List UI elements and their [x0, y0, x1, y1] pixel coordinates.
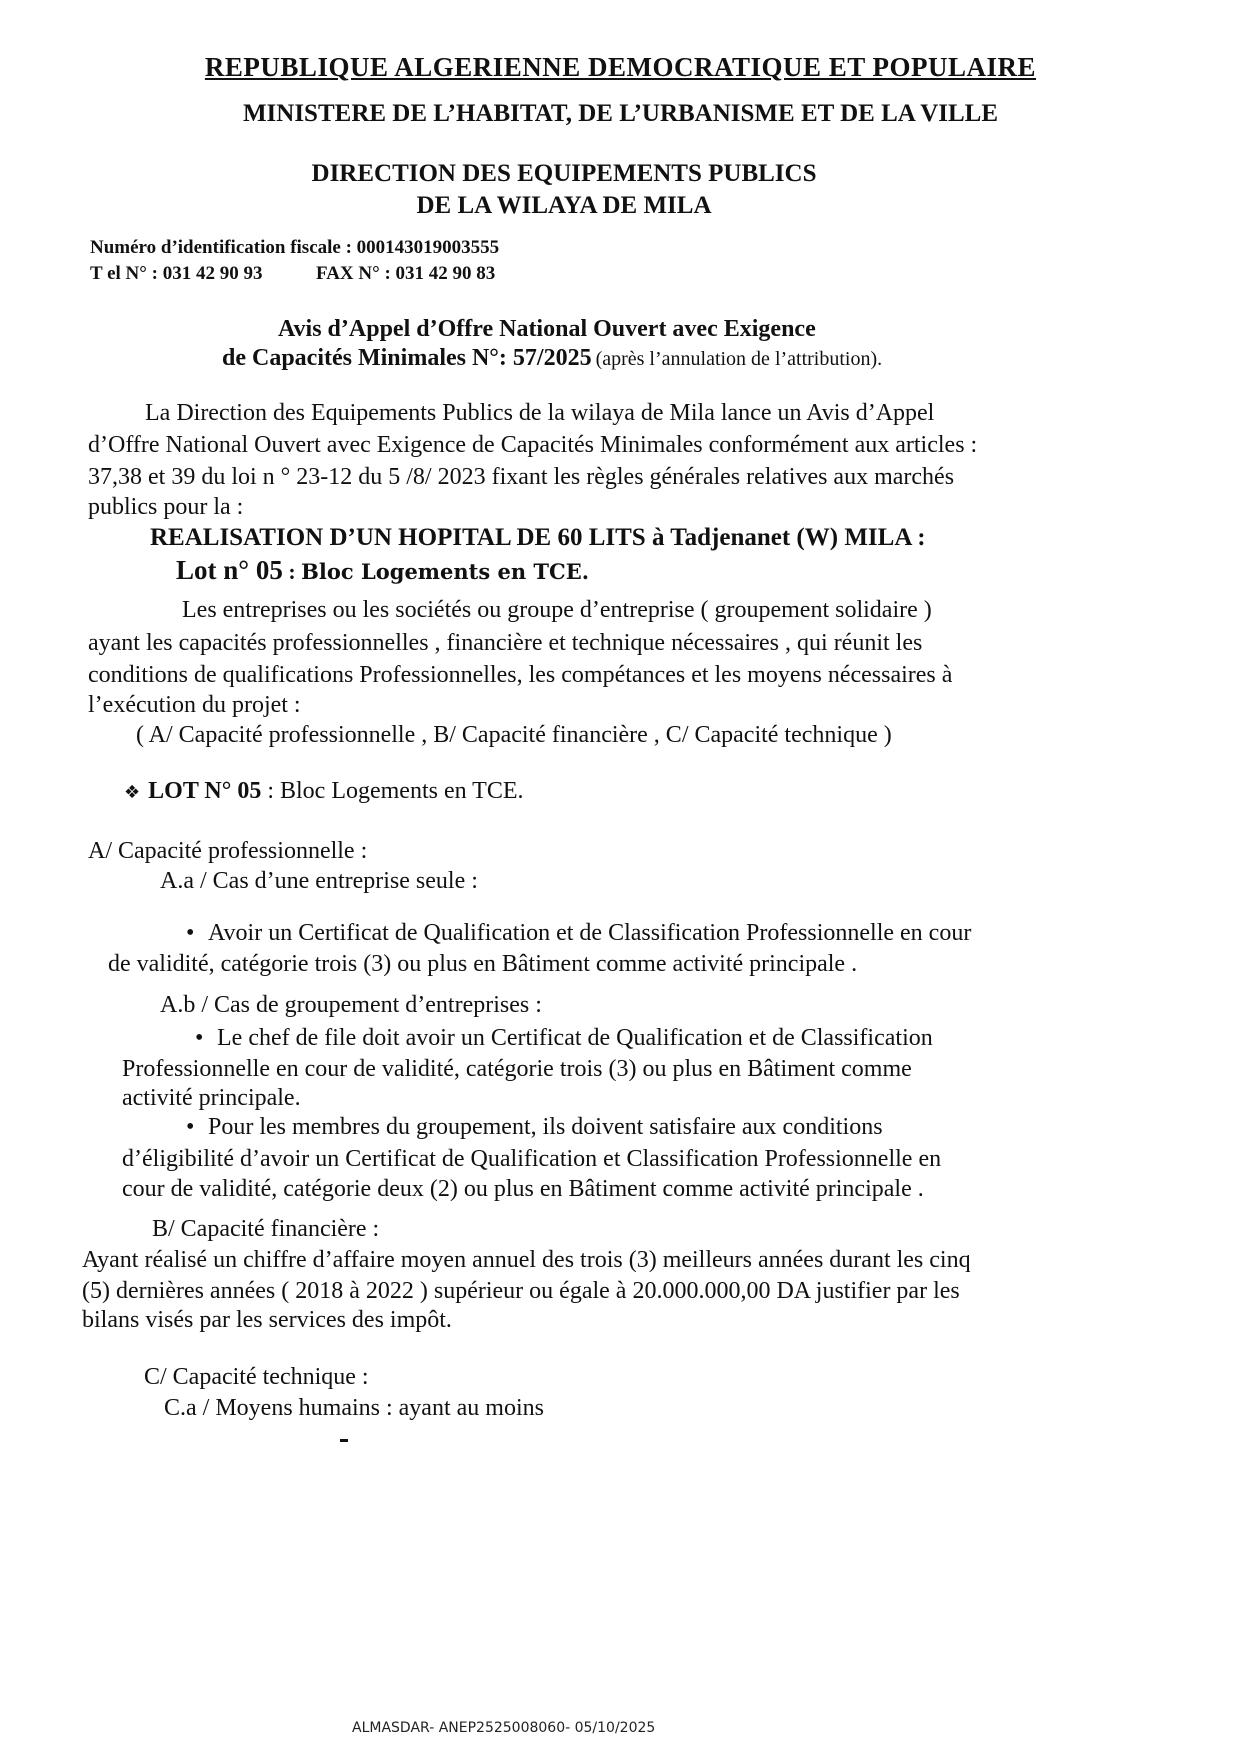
intro-line-2: d’Offre National Ouvert avec Exigence de Capacités Minimales conformément aux articles :	[88, 432, 978, 458]
section-ab1-line-3: activité principale.	[122, 1085, 301, 1111]
notice-title-line2	[222, 345, 882, 372]
section-b-line-3: bilans visés par les services des impôt.	[82, 1307, 452, 1333]
project-lot-description: Bloc Logements en TCE.	[301, 559, 590, 584]
bullet-icon: •	[186, 920, 195, 946]
project-lot-separator: :	[282, 559, 302, 584]
project-lot-number: Lot n° 05	[176, 555, 283, 585]
section-b-line-1: Ayant réalisé un chiffre d’affaire moyen annuel des trois (3) meilleurs années durant les cinq	[82, 1247, 971, 1273]
intro-line-4: publics pour la :	[88, 494, 244, 520]
project-lot	[176, 555, 589, 586]
section-b-heading: B/ Capacité financière :	[152, 1216, 380, 1242]
intro-line-3: 37,38 et 39 du loi n ° 23-12 du 5 /8/ 2023 fixant les règles générales relatives aux marchés	[88, 464, 955, 490]
section-a-heading: A/ Capacité professionnelle :	[88, 838, 368, 864]
bullet-icon: •	[186, 1114, 195, 1140]
footer-reference: ALMASDAR- ANEP2525008060- 05/10/2025	[352, 1720, 656, 1736]
direction-heading-line1: DIRECTION DES EQUIPEMENTS PUBLICS	[311, 160, 817, 187]
section-b-line-2: (5) dernières années ( 2018 à 2022 ) supérieur ou égale à 20.000.000,00 DA justifier par les	[82, 1278, 960, 1304]
notice-note: (après l’annulation de l’attribution).	[595, 348, 883, 370]
project-title: REALISATION D’UN HOPITAL DE 60 LITS à Tadjenanet (W) MILA :	[150, 524, 926, 551]
lot-item-label: LOT N° 05	[148, 778, 262, 804]
section-ab2-line-2: d’éligibilité d’avoir un Certificat de Qualification et Classification Professionnelle en	[122, 1146, 942, 1172]
eligibility-line-1: Les entreprises ou les sociétés ou groupe d’entreprise ( groupement solidaire )	[182, 597, 932, 623]
direction-heading-line2: DE LA WILAYA DE MILA	[416, 192, 712, 219]
telephone: T el N° : 031 42 90 93	[90, 263, 263, 284]
eligibility-line-3: conditions de qualifications Professionnelles, les compétances et les moyens nécessaires à	[88, 662, 953, 688]
capacities-summary: ( A/ Capacité professionnelle , B/ Capacité financière , C/ Capacité technique )	[136, 722, 892, 748]
notice-number: de Capacités Minimales N°: 57/2025	[222, 345, 592, 371]
lot-item	[124, 778, 524, 805]
section-aa-line-1	[186, 920, 971, 947]
bullet-icon: •	[195, 1025, 204, 1051]
section-aa-line-2: de validité, catégorie trois (3) ou plus en Bâtiment comme activité principale .	[108, 951, 858, 977]
section-ab1-text: Le chef de file doit avoir un Certificat de Qualification et de Classification	[217, 1025, 933, 1051]
section-ab-heading: A.b / Cas de groupement d’entreprises :	[160, 992, 542, 1018]
notice-title-line1: Avis d’Appel d’Offre National Ouvert avec Exigence	[278, 316, 816, 342]
eligibility-line-2: ayant les capacités professionnelles , financière et technique nécessaires , qui réunit les	[88, 630, 923, 656]
section-c-heading: C/ Capacité technique :	[144, 1364, 369, 1390]
section-ab1-line-1	[195, 1025, 933, 1052]
diamond-bullet-icon: ❖	[124, 782, 141, 803]
section-ab2-line-1	[186, 1114, 883, 1141]
lot-item-text: : Bloc Logements en TCE.	[261, 778, 524, 804]
intro-line-1: La Direction des Equipements Publics de la wilaya de Mila lance un Avis d’Appel	[145, 400, 935, 426]
section-ab2-line-3: cour de validité, catégorie deux (2) ou plus en Bâtiment comme activité principale .	[122, 1176, 924, 1202]
fax: FAX N° : 031 42 90 83	[316, 263, 496, 284]
ministry-heading: MINISTERE DE L’HABITAT, DE L’URBANISME ET DE LA VILLE	[242, 100, 999, 127]
republic-heading: REPUBLIQUE ALGERIENNE DEMOCRATIQUE ET POPULAIRE	[204, 52, 1037, 82]
section-aa-heading: A.a / Cas d’une entreprise seule :	[160, 868, 478, 894]
tax-id: Numéro d’identification fiscale : 000143019003555	[90, 237, 500, 258]
section-aa-text: Avoir un Certificat de Qualification et de Classification Professionnelle en cour	[208, 920, 972, 946]
eligibility-line-4: l’exécution du projet :	[88, 692, 301, 718]
section-ab1-line-2: Professionnelle en cour de validité, catégorie trois (3) ou plus en Bâtiment comme	[122, 1056, 912, 1082]
dash-mark	[340, 1439, 348, 1442]
section-ab2-text: Pour les membres du groupement, ils doivent satisfaire aux conditions	[208, 1114, 883, 1140]
section-ca-line: C.a / Moyens humains : ayant au moins	[164, 1395, 544, 1421]
